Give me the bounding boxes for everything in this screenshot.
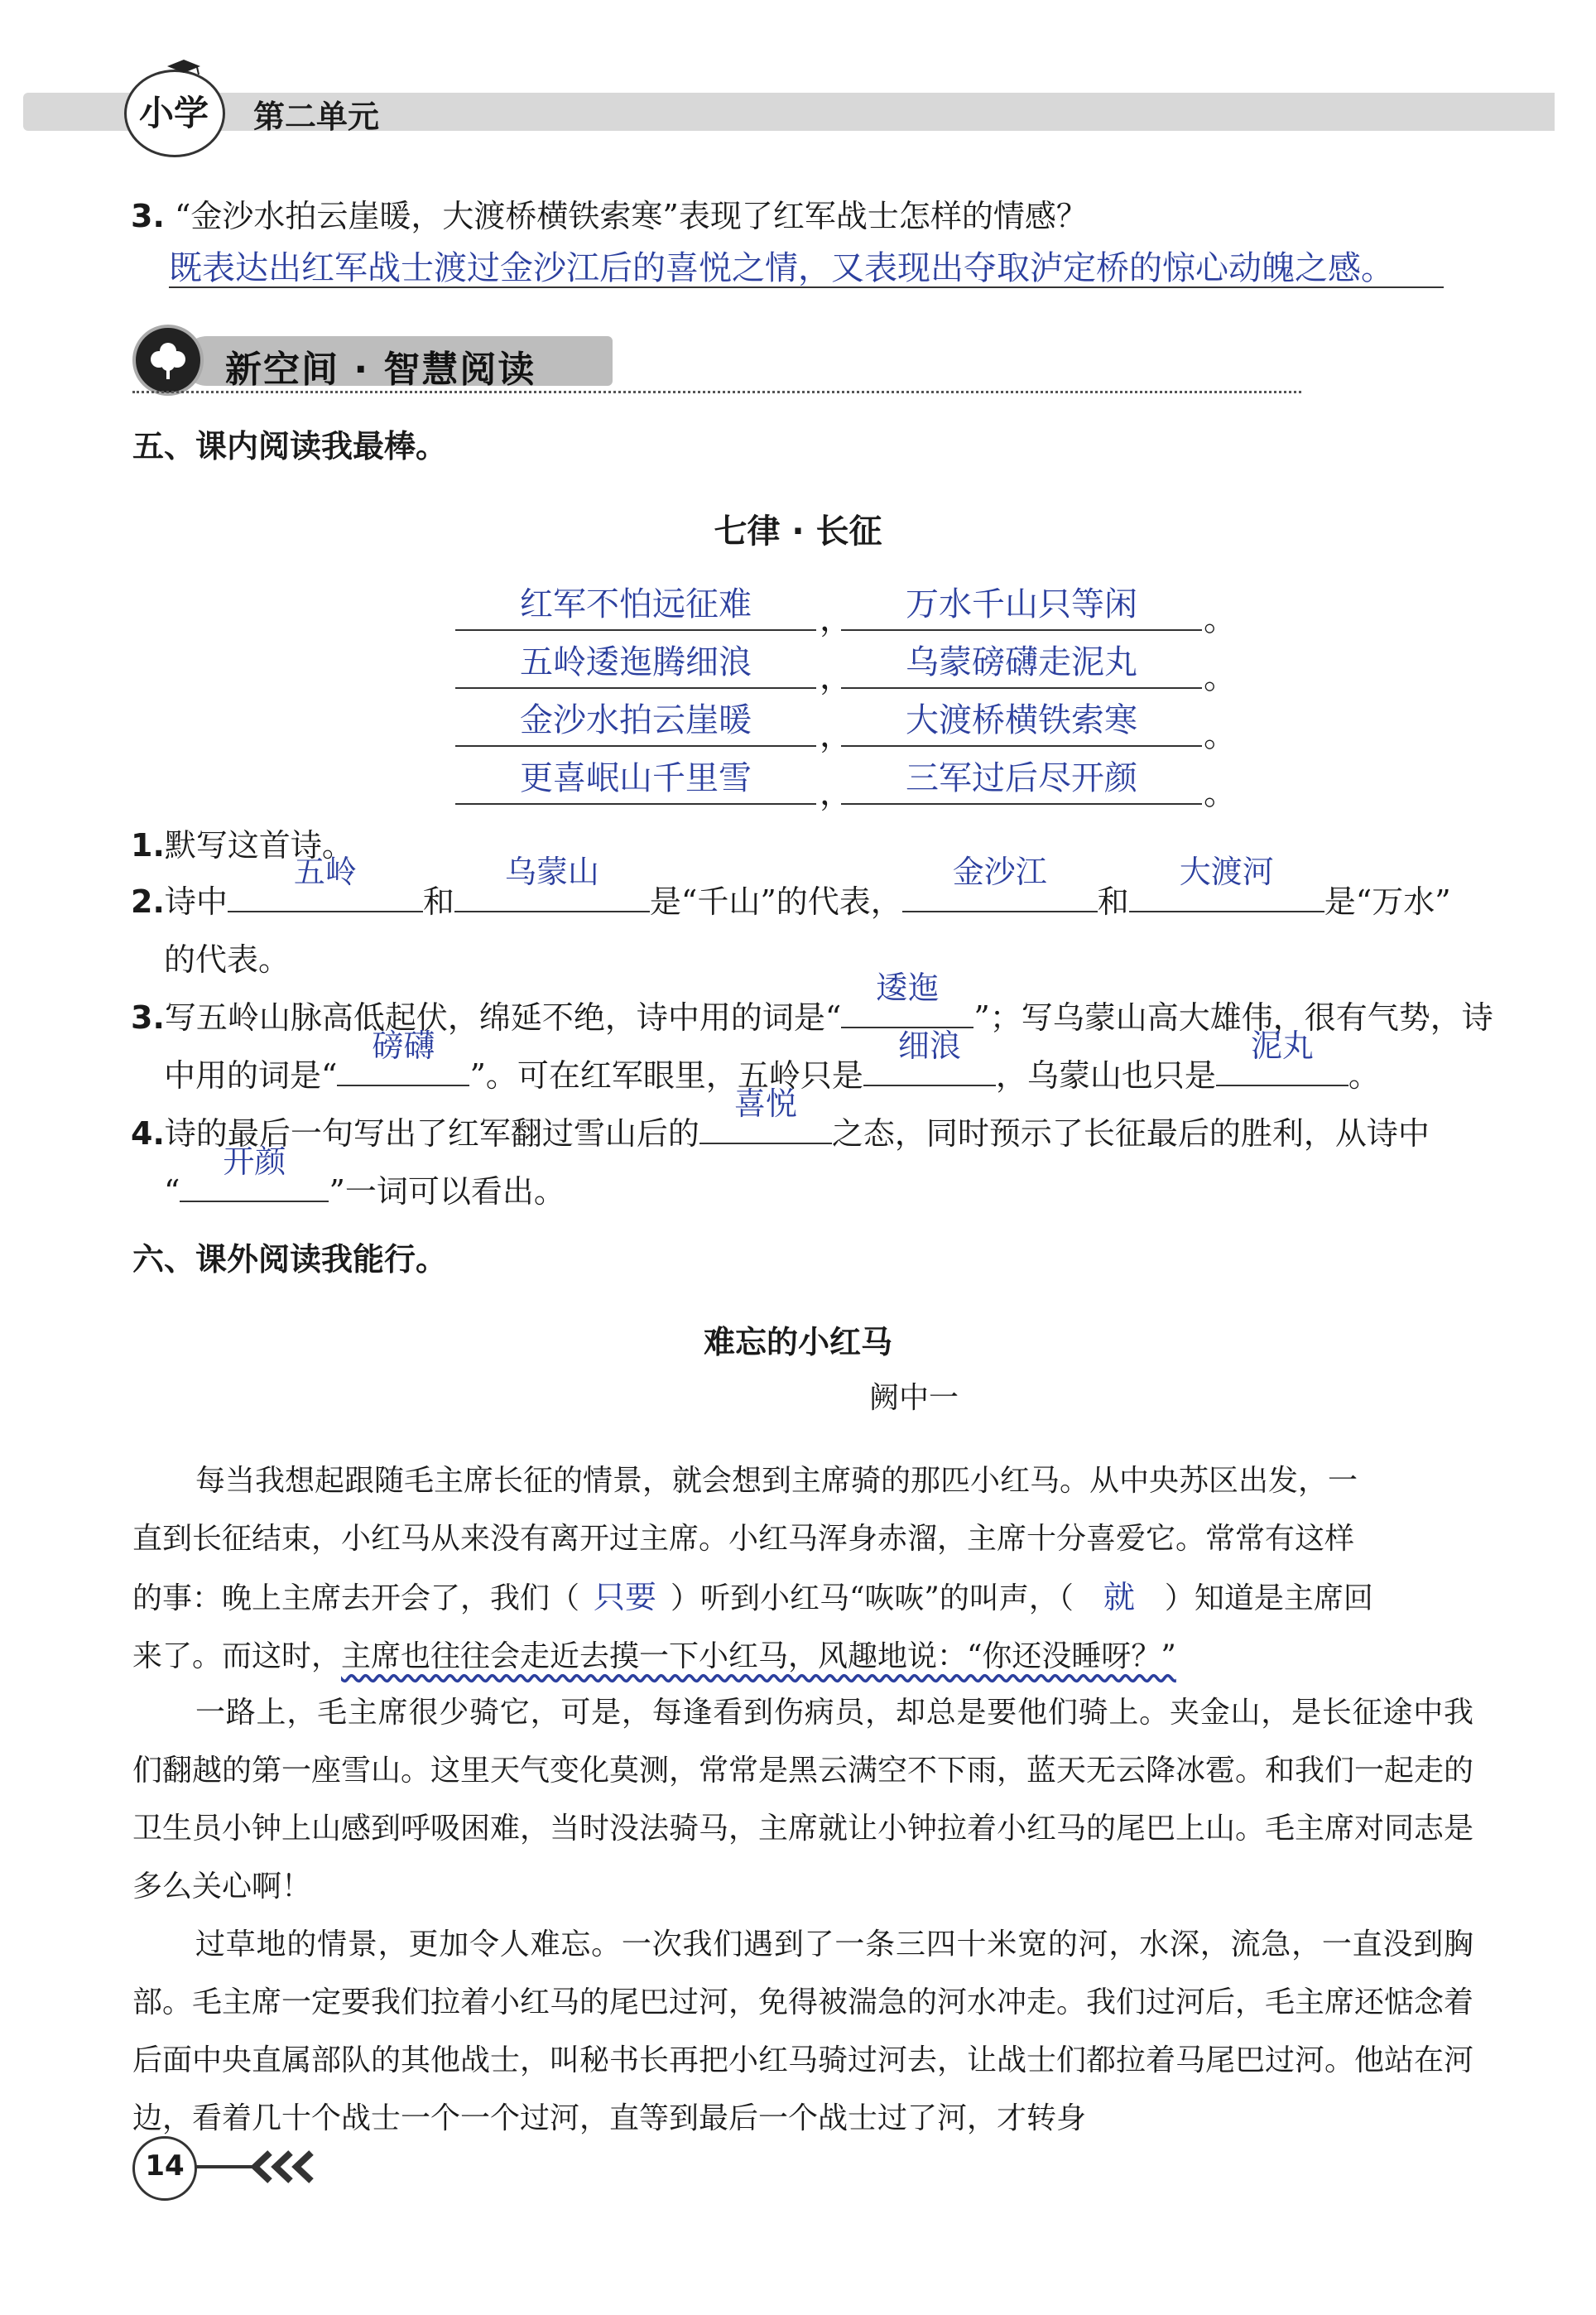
poem-line-1b-rule: [841, 629, 1202, 631]
article-ans2: 就: [1103, 1579, 1135, 1615]
poem-line-1b: 万水千山只等闲: [906, 585, 1137, 623]
s5-q1-num: 1.: [131, 827, 165, 864]
article-p3: 过草地的情景，更加令人难忘。一次我们遇到了一条三四十米宽的河，水深，流急，一直没到胸部。毛主席一定要我们拉着小红马的尾巴过河，免得被湍急的河水冲走。我们过河后，毛主席还惦念着后面中央直属部队的其他战士，叫秘书长再把小红马骑过河去，让战士们都拉着马尾巴过河。他站在河边，看着几十个战士一个一个过河，直等到最后一个战士过了河，才转身: [132, 1928, 1474, 2135]
s5-q3-blank3[interactable]: [863, 1028, 996, 1086]
article-p1-l2: 直到长征结束，小红马从来没有离开过主席。小红马浑身赤溜，主席十分喜爱它。常常有这样: [132, 1522, 1355, 1556]
page-number: 14: [145, 2149, 185, 2183]
article-p1-l3b: ）听到小红马“咴咴”的叫声，（: [671, 1581, 1074, 1615]
article-p1: [132, 1452, 1473, 1686]
poem-comma-4: ，: [820, 774, 853, 812]
s5-q3-p4: ”。可在红军眼里，五岭只是: [469, 1057, 863, 1094]
section6-title: 六、课外阅读我能行。: [132, 1241, 448, 1278]
s5-q2-ans1: 五岭: [293, 854, 357, 890]
s5-q2-ans2: 乌蒙山: [504, 854, 599, 890]
article-p1-l3c: ）知道是主席回: [1164, 1581, 1373, 1615]
banner-title: 新空间 · 智慧阅读: [225, 349, 536, 391]
s5-q1-text: 默写这首诗。: [164, 827, 353, 864]
s5-q4-p4: ”一词可以看出。: [329, 1173, 565, 1210]
s5-q2: [131, 854, 1488, 931]
s5-q4-ans2: 开颜: [223, 1143, 286, 1180]
s5-q3-p3: 中用的词是“: [164, 1057, 338, 1094]
poem-period-1: 。: [1204, 600, 1237, 638]
s5-q2-blank4[interactable]: [1129, 854, 1324, 912]
s5-q3-ans2: 磅礴: [372, 1028, 435, 1064]
s5-q2-p5: 是“万水”: [1324, 883, 1451, 920]
poem-line-1a: 红军不怕远征难: [520, 585, 752, 623]
s5-q3-ans1: 逶迤: [876, 970, 940, 1006]
poem-line-2b: 乌蒙磅礴走泥丸: [906, 643, 1137, 681]
poem-line-3b-rule: [841, 745, 1202, 747]
s5-q3-ans4: 泥丸: [1250, 1028, 1314, 1064]
s5-q4-p3: “: [164, 1173, 180, 1210]
poem-line-3a-rule: [455, 745, 816, 747]
s5-q3-p1: 写五岭山脉高低起伏，绵延不绝，诗中用的词是“: [164, 999, 842, 1036]
poem-line-2a-rule: [455, 687, 816, 689]
s5-q4-num: 4.: [131, 1115, 165, 1152]
poem-line-4a-rule: [455, 803, 816, 805]
poem-line-4b: 三军过后尽开颜: [906, 759, 1137, 797]
s5-q3-ans3: 细浪: [897, 1028, 961, 1064]
q3-top-num: 3.: [131, 198, 165, 234]
header-unit: 第二单元: [253, 99, 380, 135]
banner: [132, 325, 613, 396]
article-p1-l4b: 主席也往往会走近去摸一下小红马，风趣地说：“你还没睡呀？”: [341, 1639, 1176, 1673]
poem-line-4b-rule: [841, 803, 1202, 805]
article-title: 难忘的小红马: [703, 1324, 892, 1360]
s5-q2-blank3[interactable]: [902, 854, 1098, 912]
poem-comma-2: ，: [820, 658, 853, 696]
article-ans1: 只要: [594, 1579, 657, 1615]
section5-title: 五、课内阅读我最棒。: [132, 428, 448, 464]
poem-line-2a: 五岭逶迤腾细浪: [520, 643, 752, 681]
q3-top: [131, 187, 1488, 245]
s5-q2-line2: 的代表。: [164, 941, 291, 978]
s5-q2-p4: 和: [1097, 883, 1129, 920]
q3-top-answer-line: [169, 286, 1444, 288]
poem-line-2b-rule: [841, 687, 1202, 689]
article-p1-l3a: 的事：晚上主席去开会了，我们（: [132, 1581, 580, 1615]
poem-line-3a: 金沙水拍云崖暖: [520, 701, 752, 739]
article-p2: 一路上，毛主席很少骑它，可是，每逢看到伤病员，却总是要他们骑上。夹金山，是长征途中我们翻越的第一座雪山。这里天气变化莫测，常常是黑云满空不下雨，蓝天无云降冰雹。和我们一起走的卫生员小钟上山感到呼吸困难，当时没法骑马，主席就让小钟拉着小红马的尾巴上山。毛主席对同志是多么关心啊！: [132, 1696, 1474, 1903]
poem-line-4a: 更喜岷山千里雪: [520, 759, 752, 797]
article-author: 阙中一: [869, 1381, 959, 1415]
q3-top-answer: 既表达出红军战士渡过金沙江后的喜悦之情，又表现出夺取泸定桥的惊心动魄之感。: [169, 249, 1394, 287]
article-p1-l1: 每当我想起跟随毛主席长征的情景，就会想到主席骑的那匹小红马。从中央苏区出发，一: [195, 1464, 1358, 1498]
flower-icon: [146, 336, 190, 381]
article-p1-l4a: 来了。而这时，: [132, 1639, 342, 1673]
s5-q2-num: 2.: [131, 883, 165, 920]
poem-period-2: 。: [1204, 658, 1237, 696]
s5-q4-ans1: 喜悦: [733, 1085, 797, 1122]
poem-comma-3: ，: [820, 716, 853, 754]
s5-q3-num: 3.: [131, 999, 165, 1036]
s5-q2-blank1[interactable]: [228, 854, 423, 912]
poem-period-4: 。: [1204, 774, 1237, 812]
s5-q3-p6: 。: [1348, 1057, 1380, 1094]
s5-q2-blank2[interactable]: [454, 854, 650, 912]
s5-q2-ans4: 大渡河: [1179, 854, 1274, 890]
poem-period-3: 。: [1204, 716, 1237, 754]
article-p1-l4: [132, 1628, 1473, 1686]
poem-title: 七律 · 长征: [714, 513, 882, 551]
s5-q4-blank2[interactable]: [180, 1143, 329, 1202]
s5-q3-p2: ”；写乌蒙山高大雄伟，很有气势，诗: [973, 999, 1493, 1036]
s5-q3-p5: ，乌蒙山也只是: [995, 1057, 1216, 1094]
s5-q4-p1: 诗的最后一句写出了红军翻过雪山后的: [164, 1115, 699, 1152]
article-p1-l3: [132, 1568, 1473, 1628]
s5-q3-blank2[interactable]: [337, 1028, 469, 1086]
s5-q4-blank1[interactable]: [699, 1085, 832, 1144]
s5-q4-line2: [164, 1143, 565, 1220]
poem-line-3b: 大渡桥横铁索寒: [906, 701, 1137, 739]
grad-cap-icon: [166, 58, 202, 76]
s5-q2-p3: 是“千山”的代表，: [649, 883, 902, 920]
banner-dotted-rule: [132, 391, 1301, 393]
s5-q2-p1: 诗中: [164, 883, 228, 920]
s5-q2-ans3: 金沙江: [952, 854, 1047, 890]
footer-arrows-icon: [195, 2146, 320, 2187]
poem-comma-1: ，: [820, 600, 853, 638]
poem-line-1a-rule: [455, 629, 816, 631]
header-logo: 小学: [138, 93, 209, 133]
s5-q2-p2: 和: [422, 883, 454, 920]
s5-q4-p2: 之态，同时预示了长征最后的胜利，从诗中: [831, 1115, 1430, 1152]
q3-top-text: “金沙水拍云崖暖，大渡桥横铁索寒”表现了红军战士怎样的情感？: [174, 198, 1088, 234]
s5-q3-blank4[interactable]: [1216, 1028, 1348, 1086]
